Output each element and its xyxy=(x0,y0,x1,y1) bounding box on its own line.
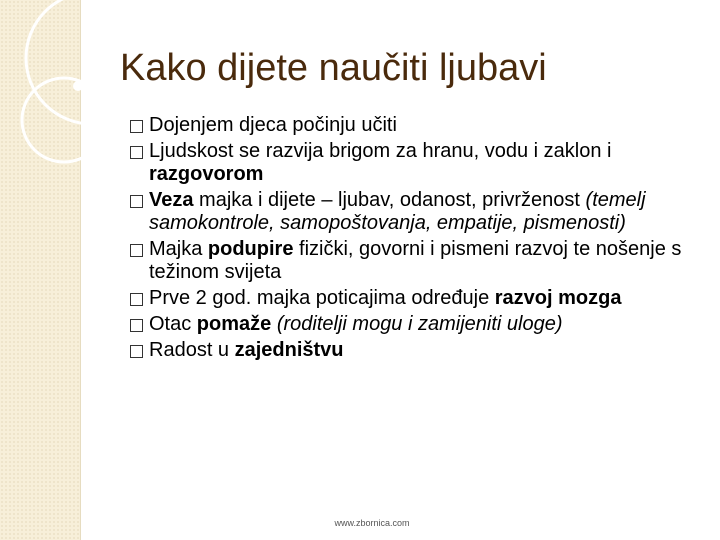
bullet-text: Radost u xyxy=(149,339,235,361)
bullet-text-bold: Veza xyxy=(149,189,194,211)
bullet-text: Ljudskost se razvija brigom za hranu, vodu i zaklon i xyxy=(149,140,612,162)
bullet-text-italic: (temelj samokontrole, samopoštovanja, empatije, pismenosti) xyxy=(149,189,646,234)
bullet-square-icon xyxy=(130,195,143,208)
bullet-square-icon xyxy=(130,319,143,332)
bullet-item xyxy=(130,313,690,336)
bullet-square-icon xyxy=(130,120,143,133)
bullet-text-bold: razgovorom xyxy=(149,163,264,185)
bullet-square-icon xyxy=(130,293,143,306)
decorative-side-panel xyxy=(0,0,81,540)
bullet-text: majka i dijete – ljubav, odanost, privrženost xyxy=(193,189,586,211)
slide-title: Kako dijete naučiti ljubavi xyxy=(120,47,547,89)
bullet-text: Prve 2 god. majka poticajima određuje xyxy=(149,287,495,309)
bullet-text-bold: pomaže xyxy=(196,313,272,335)
footer-url: www.zbornica.com xyxy=(334,518,410,528)
bullet-item xyxy=(130,287,690,310)
bullet-item xyxy=(130,114,690,137)
bullet-text-bold: podupire xyxy=(207,238,294,260)
bullet-item xyxy=(130,238,690,284)
bullet-text: Otac xyxy=(149,313,197,335)
bullet-text-bold: razvoj mozga xyxy=(494,287,622,309)
bullet-list xyxy=(130,114,690,365)
bullet-square-icon xyxy=(130,244,143,257)
bullet-square-icon xyxy=(130,345,143,358)
bullet-square-icon xyxy=(130,146,143,159)
bullet-item xyxy=(130,140,690,186)
bullet-text: Majka xyxy=(149,238,208,260)
bullet-text: fizički, govorni i pismeni razvoj te nošenje s težinom svijeta xyxy=(149,238,682,283)
bullet-text-bold: zajedništvu xyxy=(234,339,344,361)
bullet-item xyxy=(130,339,690,362)
bullet-text: Dojenjem djeca počinju učiti xyxy=(149,114,397,136)
bullet-text-italic: (roditelji mogu i zamijeniti uloge) xyxy=(276,313,563,335)
bullet-item xyxy=(130,189,690,235)
